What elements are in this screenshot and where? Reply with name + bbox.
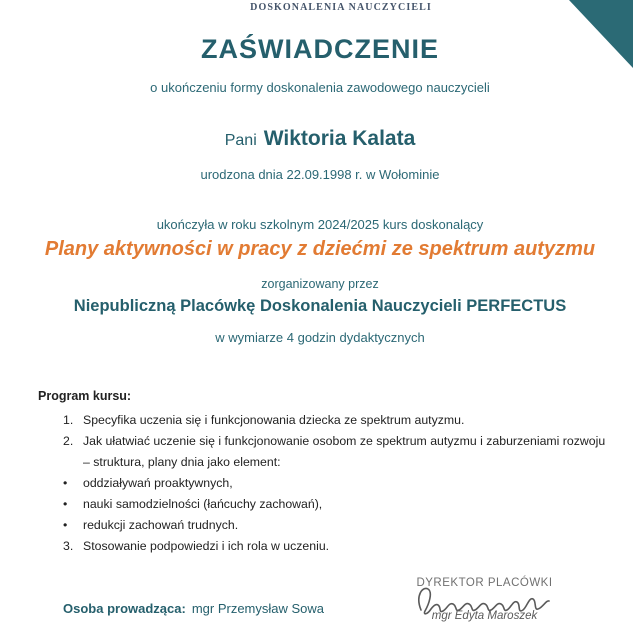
handwritten-signature: [414, 585, 552, 619]
program-item: [63, 515, 613, 536]
course-title: Plany aktywności w pracy z dziećmi ze spektrum autyzmu: [44, 238, 596, 260]
program-list: [38, 410, 613, 557]
birth-line: urodzona dnia 22.09.1998 r. w Wołominie: [200, 167, 440, 182]
director-signature-block: [412, 577, 557, 622]
program-item-text: Specyfika uczenia się i funkcjonowania dziecka ze spektrum autyzmu.: [83, 413, 465, 427]
program-section: [38, 389, 613, 557]
organizer-name: Niepubliczną Placówkę Doskonalenia Nauczycieli PERFECTUS: [73, 297, 567, 315]
course-leader-name: mgr Przemysław Sowa: [191, 601, 325, 616]
program-item-marker: •: [63, 518, 68, 532]
hours-line: w wymiarze 4 godzin dydaktycznych: [215, 330, 425, 345]
program-item: [63, 473, 613, 494]
program-item: [63, 494, 613, 515]
program-item-text: Jak ułatwiać uczenie się i funkcjonowanie osobom ze spektrum autyzmu i zaburzeniami rozwoju – struktura, plany dnia jako element:: [83, 434, 606, 469]
program-item-marker: 2.: [63, 434, 74, 448]
recipient-line: [0, 127, 640, 151]
program-item: [63, 410, 613, 431]
director-title: DYREKTOR PLACÓWKI: [416, 577, 553, 589]
program-item: [63, 431, 613, 473]
program-item-marker: 1.: [63, 413, 74, 427]
program-item: [63, 536, 613, 557]
course-leader-line: [63, 601, 324, 616]
program-item-text: nauki samodzielności (łańcuchy zachowań),: [83, 497, 323, 511]
organized-by-label: zorganizowany przez: [261, 277, 379, 291]
director-name: mgr Edyta Maroszek: [431, 610, 538, 622]
program-item-text: redukcji zachowań trudnych.: [83, 518, 239, 532]
program-item-text: Stosowanie podpowiedzi i ich rola w uczeniu.: [83, 539, 330, 553]
institution-header-text: DOSKONALENIA NAUCZYCIELI: [250, 2, 432, 13]
certificate-title: ZAŚWIADCZENIE: [201, 34, 439, 64]
course-leader-label: Osoba prowadząca:: [63, 601, 186, 616]
certificate-subtitle: o ukończeniu formy doskonalenia zawodowego nauczycieli: [150, 80, 490, 95]
completion-line: ukończyła w roku szkolnym 2024/2025 kurs doskonalący: [156, 217, 484, 232]
program-item-marker: 3.: [63, 539, 74, 553]
salutation: Pani: [224, 132, 257, 149]
recipient-name: Wiktoria Kalata: [263, 127, 416, 150]
program-item-marker: •: [63, 497, 68, 511]
program-item-marker: •: [63, 476, 68, 490]
program-item-text: oddziaływań proaktywnych,: [83, 476, 233, 490]
program-heading: Program kursu:: [38, 389, 132, 403]
